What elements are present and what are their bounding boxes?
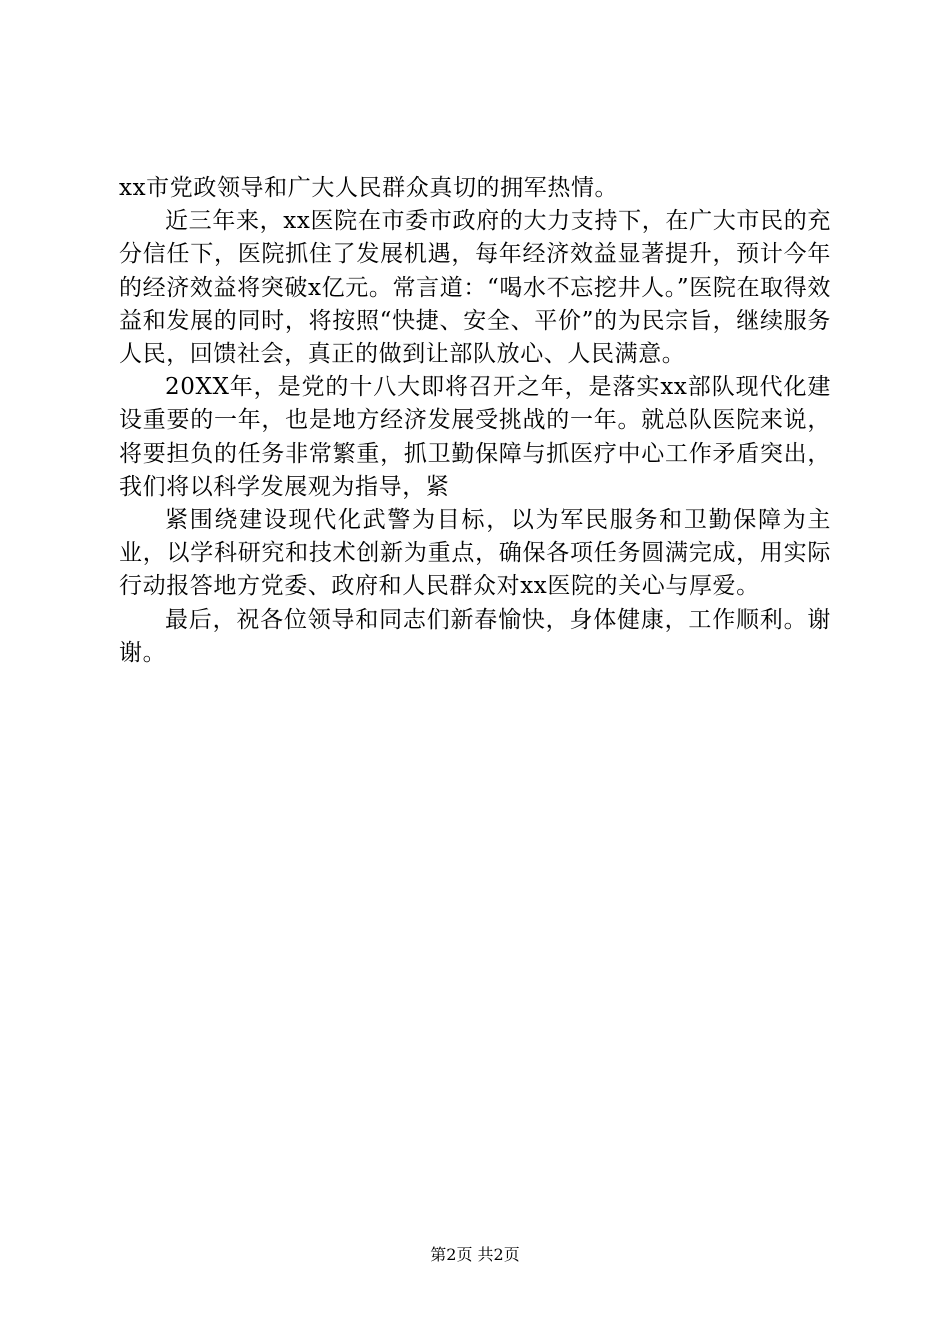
paragraph-1: xx市党政领导和广大人民群众真切的拥军热情。 — [119, 175, 619, 201]
paragraph-4: 紧围绕建设现代化武警为目标，以为军民服务和卫勤保障为主业，以学科研究和技术创新为重点，确保各项任务圆满完成，用实际行动报答地方党委、政府和人民群众对xx医院的关心与厚爱。 — [119, 507, 831, 600]
document-body — [119, 172, 831, 670]
page-footer: 第2页 共2页 — [430, 1245, 520, 1264]
paragraph-5: 最后，祝各位领导和同志们新春愉快，身体健康，工作顺利。谢谢。 — [119, 606, 831, 666]
paragraph-3: 20XX年，是党的十八大即将召开之年，是落实xx部队现代化建设重要的一年，也是地方经济发展受挑战的一年。就总队医院来说，将要担负的任务非常繁重，抓卫勤保障与抓医疗中心工作矛盾突出，我们将以科学发展观为指导，紧 — [119, 374, 831, 500]
paragraph-2: 近三年来，xx医院在市委市政府的大力支持下，在广大市民的充分信任下，医院抓住了发展机遇，每年经济效益显著提升，预计今年的经济效益将突破x亿元。常言道：“喝水不忘挖井人。”医院在取得效益和发展的同时，将按照“快捷、安全、平价”的为民宗旨，继续服务人民，回馈社会，真正的做到让部队放心、人民满意。 — [119, 208, 831, 368]
